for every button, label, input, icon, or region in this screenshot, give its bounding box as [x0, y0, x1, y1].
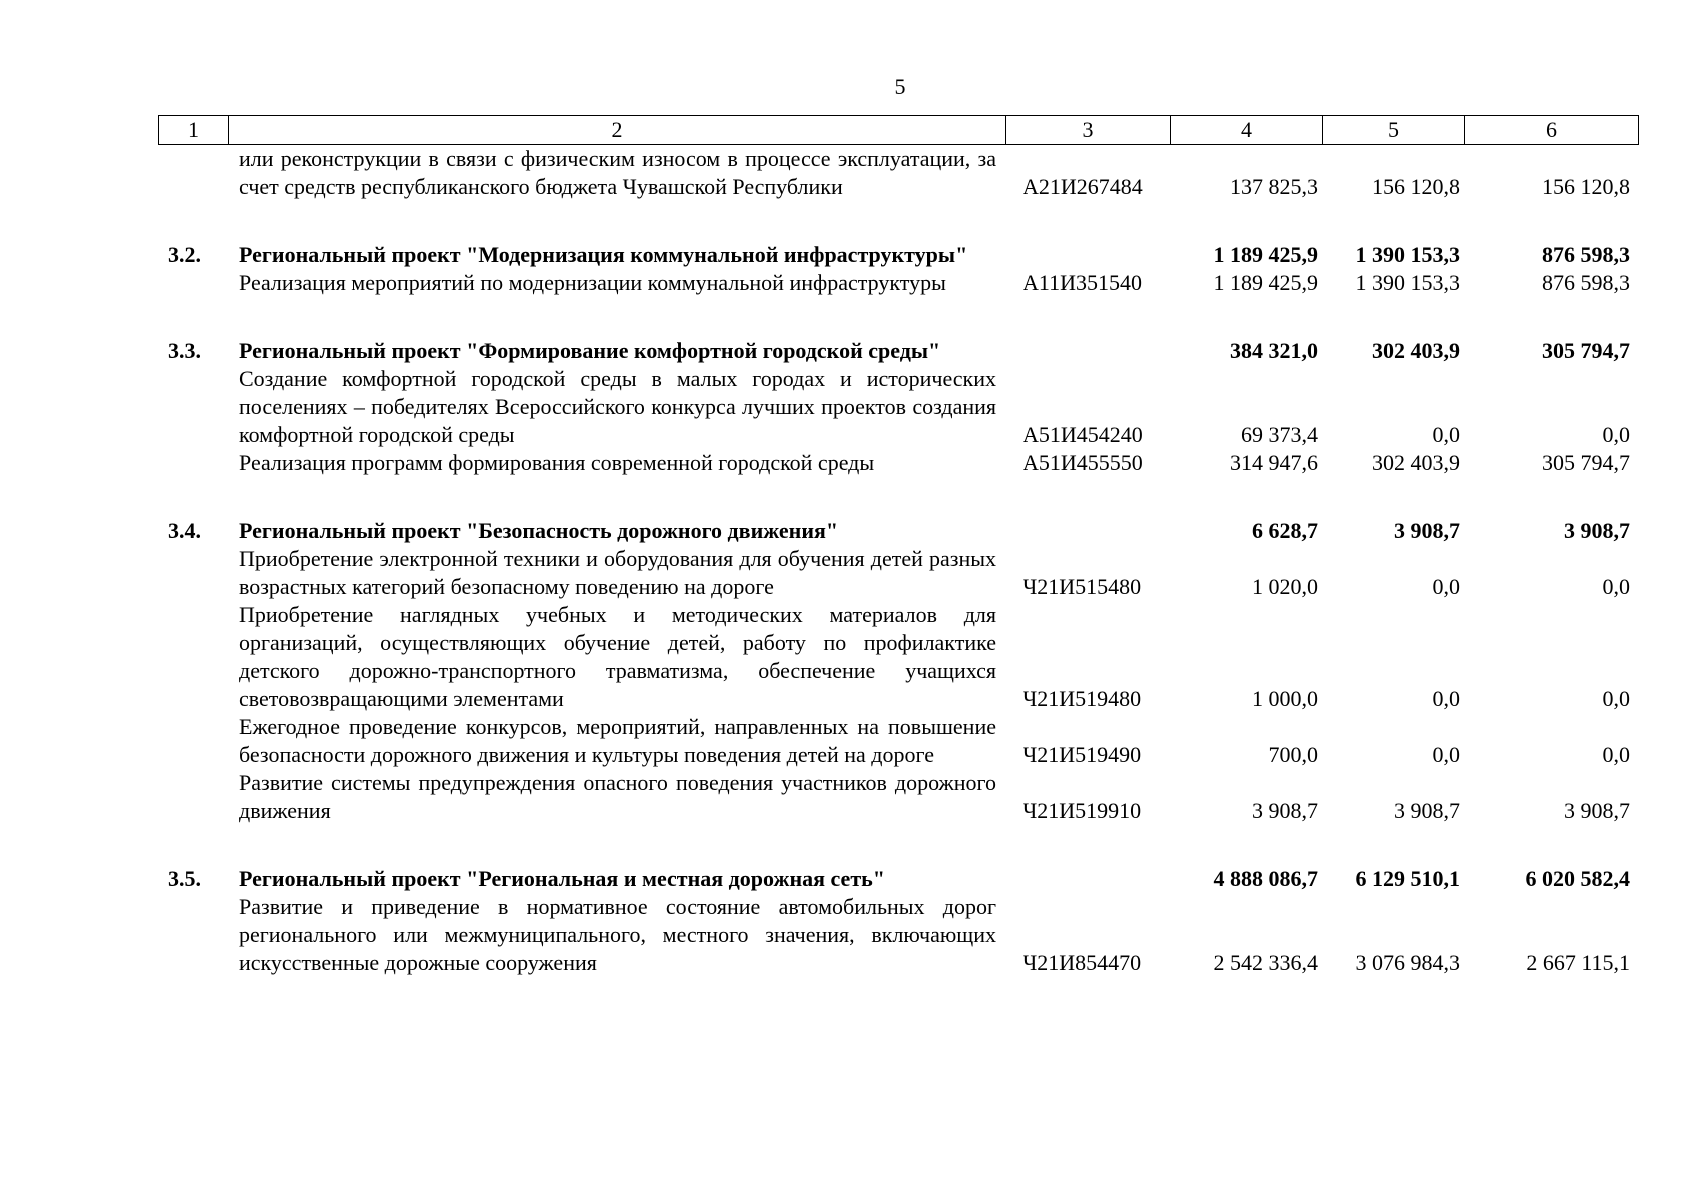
row-number [158, 145, 228, 201]
budget-code: Ч21И519910 [1023, 798, 1142, 823]
budget-code [1005, 327, 1170, 365]
amount-col-4: 1 020,0 [1252, 574, 1318, 599]
budget-code [1005, 231, 1170, 269]
column-header-2: 2 [229, 116, 1006, 145]
amount-col-5: 3 076 984,3 [1355, 950, 1460, 975]
row-number: 3.2. [168, 242, 201, 267]
section-row [158, 507, 1638, 545]
row-description: Региональный проект "Модернизация коммунальной инфраструктуры" [239, 242, 968, 267]
row-description: Региональный проект "Формирование комфортной городской среды" [239, 338, 941, 363]
budget-code: А51И455550 [1023, 450, 1143, 475]
row-number [158, 449, 228, 477]
amount-col-5: 302 403,9 [1372, 450, 1460, 475]
row-description: Развитие системы предупреждения опасного поведения участников дорожного движения [239, 770, 996, 823]
row-number [158, 365, 228, 449]
amount-col-5: 0,0 [1432, 574, 1460, 599]
amount-col-6: 876 598,3 [1542, 270, 1630, 295]
row-description: Развитие и приведение в нормативное состояние автомобильных дорог регионального или межмуниципального, местного значения, включающих искусственные дорожные сооружения [239, 894, 996, 975]
row-description: Реализация программ формирования современной городской среды [239, 450, 875, 475]
row-number: 3.5. [168, 866, 201, 891]
column-header-row [159, 116, 1639, 145]
spacer-cell [158, 201, 1638, 231]
budget-code: А11И351540 [1023, 270, 1142, 295]
spacer-row [158, 297, 1638, 327]
table-row [158, 769, 1638, 825]
column-header-3: 3 [1006, 116, 1171, 145]
budget-table-body [158, 145, 1638, 977]
amount-col-6: 0,0 [1602, 742, 1630, 767]
budget-code: Ч21И519480 [1023, 686, 1142, 711]
row-description: или реконструкции в связи с физическим износом в процессе эксплуатации, за счет средств республиканского бюджета Чувашской Республики [239, 146, 996, 199]
spacer-cell [158, 477, 1638, 507]
amount-col-4: 6 628,7 [1252, 518, 1318, 543]
amount-col-5: 3 908,7 [1394, 518, 1460, 543]
budget-code [1005, 855, 1170, 893]
spacer-row [158, 477, 1638, 507]
amount-col-4: 1 000,0 [1252, 686, 1318, 711]
column-header-5: 5 [1323, 116, 1465, 145]
column-header-1: 1 [159, 116, 229, 145]
column-header-6: 6 [1465, 116, 1639, 145]
amount-col-6: 156 120,8 [1542, 174, 1630, 199]
row-number [158, 769, 228, 825]
row-description: Ежегодное проведение конкурсов, мероприятий, направленных на повышение безопасности дорожного движения и культуры поведения детей на дороге [239, 714, 996, 767]
row-number: 3.4. [168, 518, 201, 543]
row-number: 3.3. [168, 338, 201, 363]
budget-code: Ч21И519490 [1023, 742, 1142, 767]
budget-code [1005, 507, 1170, 545]
row-number [158, 601, 228, 713]
section-row [158, 327, 1638, 365]
table-row [158, 269, 1638, 297]
amount-col-5: 1 390 153,3 [1355, 242, 1460, 267]
budget-code: А21И267484 [1023, 174, 1143, 199]
amount-col-5: 6 129 510,1 [1355, 866, 1460, 891]
spacer-row [158, 825, 1638, 855]
row-number [158, 269, 228, 297]
amount-col-5: 156 120,8 [1372, 174, 1460, 199]
amount-col-6: 2 667 115,1 [1526, 950, 1630, 975]
amount-col-5: 302 403,9 [1372, 338, 1460, 363]
amount-col-4: 69 373,4 [1241, 422, 1318, 447]
row-description: Региональный проект "Безопасность дорожного движения" [239, 518, 839, 543]
amount-col-5: 1 390 153,3 [1355, 270, 1460, 295]
amount-col-6: 3 908,7 [1564, 518, 1630, 543]
table-row [158, 449, 1638, 477]
amount-col-5: 0,0 [1432, 742, 1460, 767]
amount-col-6: 3 908,7 [1564, 798, 1630, 823]
spacer-cell [158, 297, 1638, 327]
amount-col-5: 3 908,7 [1394, 798, 1460, 823]
amount-col-6: 305 794,7 [1542, 338, 1630, 363]
amount-col-6: 876 598,3 [1542, 242, 1630, 267]
table-row [158, 601, 1638, 713]
amount-col-4: 4 888 086,7 [1213, 866, 1318, 891]
row-description: Приобретение наглядных учебных и методических материалов для организаций, осуществляющих обучение детей, работу по профилактике детского дорожно-транспортного травматизма, обеспечение учащихся световозвращающими элементами [239, 602, 996, 711]
column-header-table [158, 115, 1639, 145]
amount-col-6: 0,0 [1602, 422, 1630, 447]
amount-col-4: 314 947,6 [1230, 450, 1318, 475]
spacer-row [158, 201, 1638, 231]
row-description: Создание комфортной городской среды в малых городах и исторических поселениях – победителях Всероссийского конкурса лучших проектов создания комфортной городской среды [239, 366, 996, 447]
row-number [158, 713, 228, 769]
section-row [158, 231, 1638, 269]
row-number [158, 545, 228, 601]
section-row [158, 855, 1638, 893]
row-number [158, 893, 228, 977]
budget-code: Ч21И854470 [1023, 950, 1142, 975]
amount-col-6: 0,0 [1602, 686, 1630, 711]
row-description: Приобретение электронной техники и оборудования для обучения детей разных возрастных категорий безопасному поведению на дороге [239, 546, 996, 599]
amount-col-5: 0,0 [1432, 686, 1460, 711]
page-number: 5 [894, 74, 906, 99]
table-row [158, 145, 1638, 201]
amount-col-4: 1 189 425,9 [1213, 270, 1318, 295]
amount-col-4: 700,0 [1268, 742, 1318, 767]
spacer-cell [158, 825, 1638, 855]
column-header-4: 4 [1171, 116, 1323, 145]
table-row [158, 893, 1638, 977]
budget-code: А51И454240 [1023, 422, 1143, 447]
table-row [158, 713, 1638, 769]
amount-col-5: 0,0 [1432, 422, 1460, 447]
amount-col-4: 3 908,7 [1252, 798, 1318, 823]
table-row [158, 545, 1638, 601]
amount-col-4: 137 825,3 [1230, 174, 1318, 199]
amount-col-6: 6 020 582,4 [1525, 866, 1630, 891]
row-description: Региональный проект "Региональная и местная дорожная сеть" [239, 866, 885, 891]
amount-col-6: 305 794,7 [1542, 450, 1630, 475]
budget-code: Ч21И515480 [1023, 574, 1142, 599]
table-row [158, 365, 1638, 449]
amount-col-4: 1 189 425,9 [1213, 242, 1318, 267]
row-description: Реализация мероприятий по модернизации коммунальной инфраструктуры [239, 270, 946, 295]
amount-col-6: 0,0 [1602, 574, 1630, 599]
amount-col-4: 384 321,0 [1230, 338, 1318, 363]
amount-col-4: 2 542 336,4 [1213, 950, 1318, 975]
